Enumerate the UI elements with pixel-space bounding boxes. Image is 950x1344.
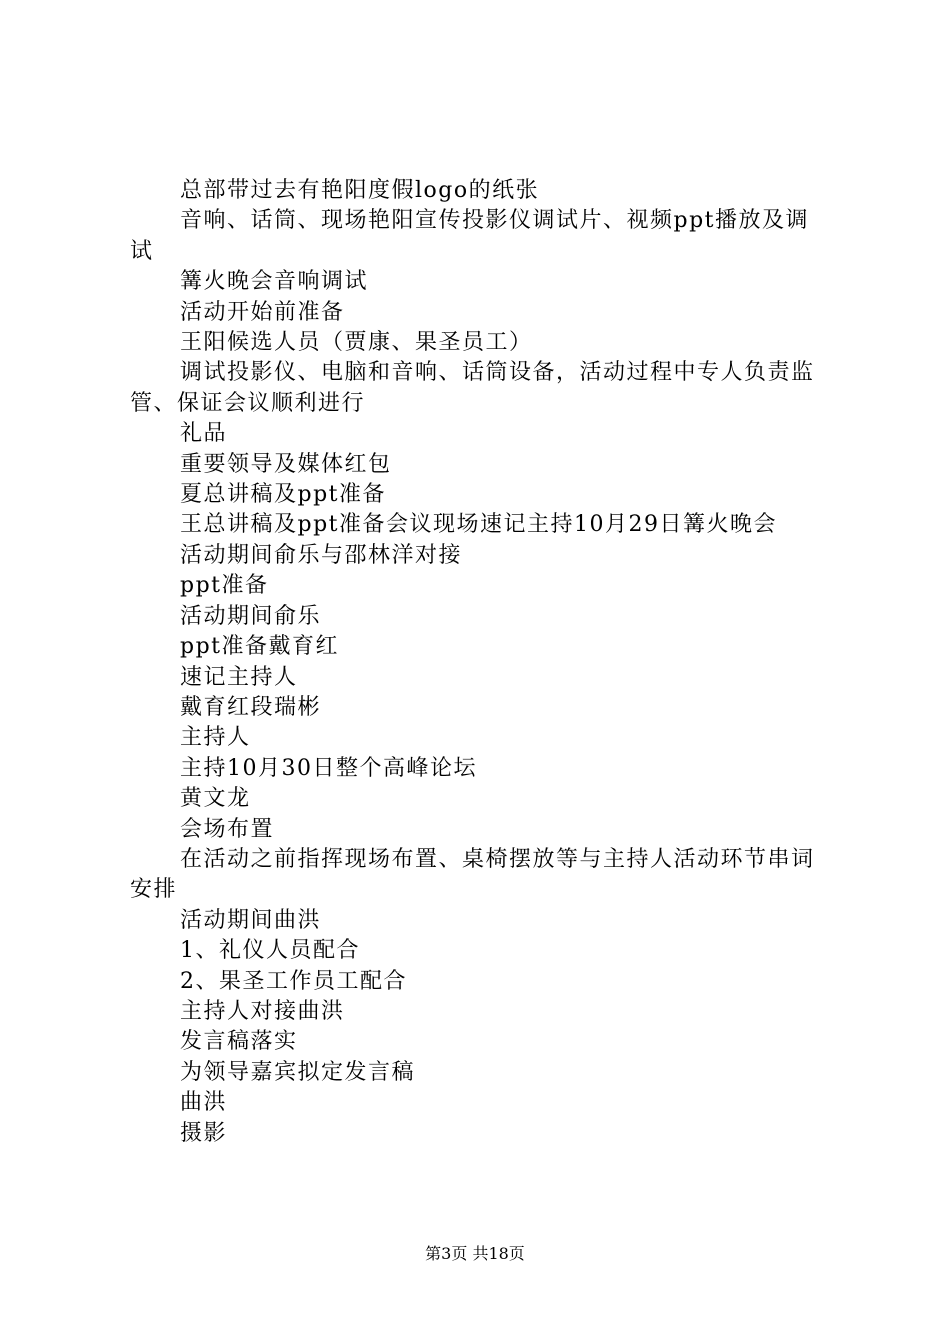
paragraph: 活动开始前准备 [180, 299, 345, 325]
paragraph: 黄文龙 [180, 786, 251, 812]
paragraph: 主持人对接曲洪 [180, 998, 345, 1024]
paragraph: 主持人 [180, 725, 251, 751]
paragraph: 重要领导及媒体红包 [180, 451, 392, 477]
paragraph: 会场布置 [180, 816, 275, 842]
paragraph: 1、礼仪人员配合 [180, 938, 360, 964]
page-number-label: 第3页 共18页 [425, 1244, 525, 1263]
paragraph: 总部带过去有艳阳度假logo的纸张 [180, 178, 540, 203]
paragraph: 王阳候选人员（贾康、果圣员工） [180, 330, 533, 356]
paragraph: 戴育红段瑞彬 [180, 694, 322, 720]
paragraph: 活动期间曲洪 [180, 907, 322, 933]
paragraph: 摄影 [180, 1120, 228, 1146]
paragraph: 活动期间俞乐与邵林洋对接 [180, 542, 463, 568]
paragraph: 礼品 [180, 421, 228, 447]
page-footer [0, 1243, 950, 1265]
paragraph: 曲洪 [180, 1090, 228, 1116]
paragraph: 王总讲稿及ppt准备会议现场速记主持10月29日篝火晚会 [180, 512, 777, 538]
paragraph: 2、果圣工作员工配合 [180, 968, 407, 994]
paragraph: ppt准备 [180, 573, 269, 599]
paragraph: 夏总讲稿及ppt准备 [180, 482, 387, 508]
paragraph: 主持10月30日整个高峰论坛 [180, 755, 477, 781]
paragraph: ppt准备戴育红 [180, 634, 340, 660]
paragraph: 在活动之前指挥现场布置、桌椅摆放等与主持人活动环节串词安排 [130, 846, 815, 903]
document-body [130, 176, 832, 1149]
paragraph: 速记主持人 [180, 664, 298, 690]
paragraph: 调试投影仪、电脑和音响、话筒设备，活动过程中专人负责监管、保证会议顺利进行 [130, 360, 815, 416]
paragraph: 为领导嘉宾拟定发言稿 [180, 1059, 416, 1085]
paragraph: 音响、话筒、现场艳阳宣传投影仪调试片、视频ppt播放及调试 [130, 208, 810, 264]
paragraph: 篝火晚会音响调试 [180, 269, 369, 295]
paragraph: 发言稿落实 [180, 1029, 298, 1055]
paragraph: 活动期间俞乐 [180, 603, 322, 629]
